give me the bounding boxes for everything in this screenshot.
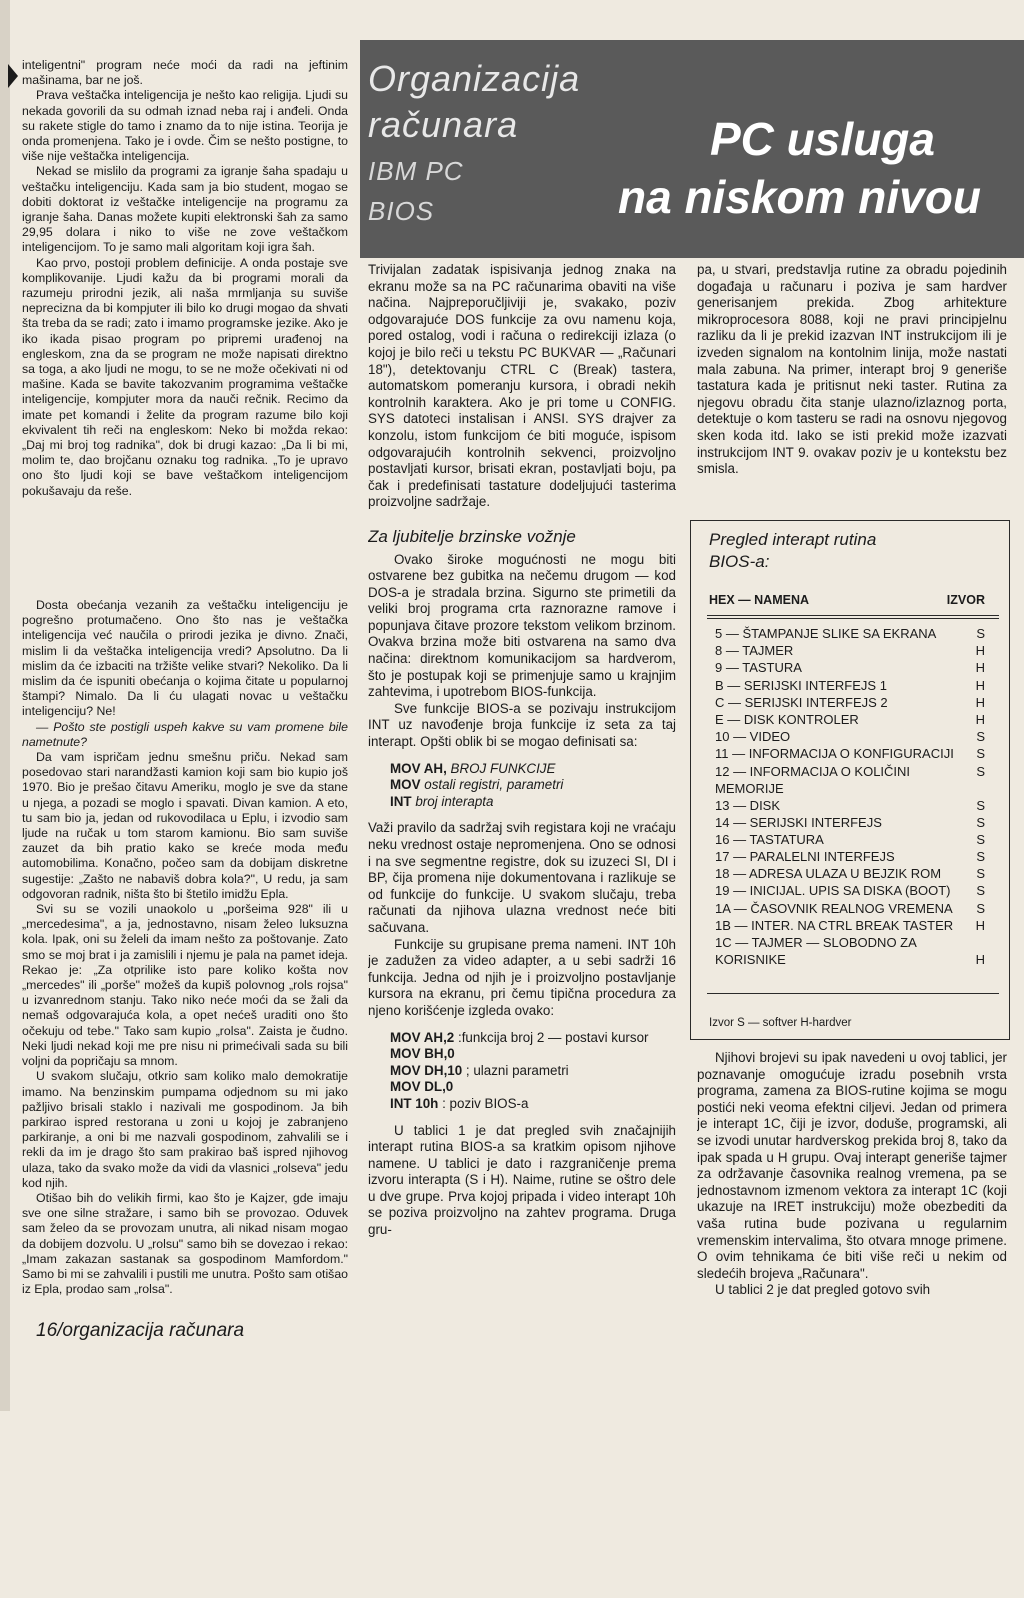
table-footnote: Izvor S — softver H-hardver [709,1017,852,1029]
table-rule [707,993,999,994]
col2-paragraph-5: Funkcije su grupisane prema nameni. INT 10h je zadužen za video adapter, a u sebi sadrži 16 funkcija. Jedna od njih je i proizvoljno postavljanje kursora na ekranu, pri čemu tipična procedura za njeno korišćenje izgleda ovako: [368,936,676,1018]
table-row: 16 — TASTATURA S [715,831,985,847]
header-banner [360,40,1024,258]
col2-paragraph-4: Važi pravilo da sadržaj svih registara koji ne vraćaju neku vrednost ostaje nepromenjena. Ono se odnosi i na sve segmentne registre, dok su izuzeci SI, DI i BP, čija promena nije dokumentovana i razlikuje se od funkcije do funkcije. U svakom slučaju, treba računati da njihova ulazna vrednost neće biti sačuvana. [368,820,676,935]
table-row: 5 — ŠTAMPANJE SLIKE SA EKRANA S [715,626,985,641]
interrupt-table [690,520,1010,1040]
code-line: MOV DH,10 ; ulazni parametri [390,1062,569,1078]
table-title: Pregled interapt rutina BIOS-a: [709,530,877,571]
header-izvor: IZVOR [946,593,985,607]
page-footer: 16/organizacija računara [36,1320,245,1341]
col2-paragraph-2: Ovako široke mogućnosti ne mogu biti ostvarene bez gubitka na nečemu drugom — kod DOS-a je stradala brzina. Sigurno ste primetili da veliki broj programa crta raznorazne ramove i popunjava čitave prozore tekstom velikom brzinom. Ovakva brzina može biti ostvarena na samo dva načina: direktnom komunikacijom sa hardverom, što je postupak koji se primenjuje samo u krajnjim zahtevima, i upotrebom BIOS-funkcija. [368,551,676,700]
code-line: MOV DL,0 [390,1079,454,1095]
col3-paragraph-3: U tablici 2 je dat pregled gotovo svih [715,1282,931,1298]
table-rule [707,615,999,616]
section-name-line-2: računara [368,104,519,145]
code-line: INT 10h : poziv BIOS-a [390,1095,529,1111]
table-row: C — SERIJSKI INTERFEJS 2 H [715,694,985,710]
col1-paragraph-4: Kao prvo, postoji problem definicije. A onda postaje sve komplikovanije. Ljudi kažu da bi programi morali da razumeju prirodni jezik, ali naša mrmljanja su suviše neprecizna da bi kompjuter ili bilo ko drugi mogao da shvati šta treba da se radi; zato i imamo programske jezike. Ako je iko ikada pisao program po pripremi urađenoj na engleskom, zna da se program ne može napisati direktno sa toga, a ako ljudi ne mogu, to se ne može očekivati ni od mašine. Kada se bavite takozvanim programima veštačke inteligencije, kompjuter mora da nauči rečnik. Recimo da imate pet komandi i želite da program razume bilo koji ekvivalent tih reči na engleskom: Neko bi možda rekao: „Daj mi broj tog radnika", dok bi drugi kazao: „Da li bi mi, molim te, dao brojčanu oznaku tog radnika. „To je upravo ono što ljudi koji se bave veštačkom inteligencijom pokušavaju da reše. [22,255,348,498]
col2-paragraph-6: U tablici 1 je dat pregled svih značajnijih interapt rutina BIOS-a sa kratkim opisom njihove namene. U tablici je dato i razgraničenje prema izvoru interapta (S i H). Naime, rutine se oštro dele u dve grupe. Prva kojoj pripada i video interapt 10h se poziva proizvoljno na zahtev programa. Druga gru- [368,1122,676,1238]
table-row: E — DISK KONTROLER H [715,711,985,727]
table-rule [707,618,999,619]
code-block-1 [390,761,676,811]
table-row: 11 — INFORMACIJA O KONFIGURACIJI S [715,746,985,762]
column-3-top [697,262,1007,502]
table-row: B — SERIJSKI INTERFEJS 1 H [715,677,985,693]
column-3-bottom [697,1050,1007,1340]
table-row: 8 — TAJMER H [715,643,985,659]
table-row: 12 — INFORMACIJA O KOLIČINI MEMORIJE S [715,763,985,796]
code-line: INT broj interapta [390,793,494,809]
table-row: 17 — PARALELNI INTERFEJS S [715,849,985,865]
col1-paragraph-9: Otišao bih do velikih firmi, kao što je Kajzer, gde imaju sve one silne stražare, i samo bih se provozao. Oduvek sam želeo da se provozam unutra, ali nikad nisam mogao da dobijem dozvolu. U „rolsu" samo bih se dovezao i rekao: „Imam zakazan sastanak sa gospodinom Mamfordom." Samo bi mi se zahvalili i pustili me unutra. Pošto sam otišao iz Epla, prodao sam „rolsa". [22,1190,348,1297]
col3-paragraph-1: pa, u stvari, predstavlja rutine za obradu pojedinih događaja u računaru i poziva je sam hardver generisanjem prekida. Zbog arhitekture mikroprocesora 8088, koji ne pravi principjelnu razliku da li je prekid izazvan INT instrukcijom ili je izveden signalom na kontolnim linija, može nastati mala zabuna. Na primer, interapt broj 9 generiše tastatura kada je pritisnut neki taster. Rutina za njegovu obradu čita stanje ulazno/izlaznog porta, detektuje o kom tasteru se radi na osnovu njegovog sken koda itd. Iako se isti prekid može izazvati instrukcijom INT 9. ovakav poziv je u kontekstu bez smisla. [697,262,1007,477]
table-row: 9 — TASTURA H [715,660,985,676]
col1-paragraph-3: Nekad se mislilo da programi za igranje šaha spadaju u veštačku inteligenciju. Kada sam ja bio student, mogao se dobiti doktorat iz veštačke inteligencije na programu za igranje šaha. Danas možete kupiti elektronski šah za samo 29,95 dolara i niko to više ne zove veštačkom inteligencijom. To je samo mali algoritam koji igra šah. [22,164,348,255]
col1-paragraph-7: Svi su se vozili unaokolo u „poršeima 928" ili u „mercedesima", a ja, jednostavno, nisam želeo luksuzna kola. Ipak, oni su želeli da imam nešto za poštovanje. Zato smo se moj brat i ja zamislili i njemu je pala na pamet ideja. Rekao je: „Za otprilike isto pare koliko košta nov „mercedes" ili „porše" možeš da kupiš polovnog „rols rojsa" u izvanrednom stanju. Tako niko neće moći da se žali da nemaš odgovarajuća kola, a opet nećeš uraditi ono što očekuju od tebe." Tako sam kupio „rolsa". Zaista je čudno. Neki ljudi nekad koji me pre nisu ni primećivali sada su bili voljni da popričaju sa mnom. [22,902,348,1069]
table-header [709,593,997,607]
table-row: 10 — VIDEO S [715,729,985,745]
code-line: MOV AH,2 :funkcija broj 2 — postavi kursor [390,1029,649,1045]
col2-paragraph-3: Sve funkcije BIOS-a se pozivaju instrukcijom INT uz navođenje broja funkcije iz seta za taj interapt. Opšti oblik bi se mogao definisati sa: [368,700,676,750]
page-edge [0,0,10,1411]
table-rows [715,625,995,968]
column-2 [368,262,676,1312]
col1-paragraph-5: Dosta obećanja vezanih za veštačku inteligenciju je pogrešno protumačeno. Ono što nas je veštačka inteligencija već naučila o prirodi jezika je divno. Znači, mislim li da veštačka inteligencija vredi? Apsolutno. Da li mislim da će izbaciti na tržište velike stvari? Nekoliko. Da li mislim da će ispuniti obećanja o kojima čitate u popularnoj štampi? Nimalo. Da li ću ulagati novac u veštačku inteligenciju? Ne! [22,598,348,719]
col1-paragraph-2: Prava veštačka inteligencija je nešto kao religija. Ljudi su nekada govorili da su odmah iznad neba raj i anđeli. Onda su rakete stigle do tamo i znamo da to nije istina. Teorija je onda promenjena. Tako je i ovde. Čim se nešto postigne, to više nije veštačka inteligencija. [22,88,348,164]
article-title-line-2: na niskom nivou [618,171,981,223]
table-row: 14 — SERIJSKI INTERFEJS S [715,814,985,830]
header-hex-namena: HEX — NAMENA [709,593,810,607]
col1-paragraph-1: inteligentni" program neće moći da radi na jeftinim mašinama, bar ne još. [22,58,348,88]
col3-paragraph-2: Njihovi brojevi su ipak navedeni u ovoj tablici, jer poznavanje omogućuje izradu posebnih vrsta programa, zamena za BIOS-rutine kojima se mogu postići neki veoma efektni ciljevi. Jedan od primera je interapt 1C, čiji je izvor, doduše, programski, ali se izvodi unutar hardverskog prekida broj 8, tako da ipak spada u H grupu. Ovaj interapt generiše tajmer za održavanje časovnika realnog vremena, pa se jednostavnom izmenom vektora za interapt 1C (koji ukazuje na IRET instrukciju) može obezbediti da vaša rutina bude pozivana u regularnim vremenskim intervalima, što otvara mnoge primene. O ovim tehnikama će biti više reči u nekim od sledećih brojeva „Računara". [697,1050,1007,1281]
column-1-bottom [22,598,348,1598]
article-title-line-1: PC usluga [710,113,935,165]
table-row: 13 — DISK S [715,797,985,813]
col1-paragraph-8: U svakom slučaju, otkrio sam koliko malo demokratije imamo. Na benzinskim pumpama odjednom su mi jako pažljivo brisali staklo i nazivali me gospodinom. Ja bih parkirao ispred restorana u zoni u kojoj je zabranjeno parkiranje, a oni bi me nazvali gospodinom, zahvalili se i rekli da im je drago što sam prakirao baš ispred njihovog ulaza, tako da svako može da vidi da vlasnici „rolseva" jedu kod njih. [22,1069,348,1190]
table-row: 1C — TAJMER — SLOBODNO ZA KORISNIKE H [715,935,985,968]
code-block-2 [390,1030,676,1113]
table-row: 18 — ADRESA ULAZA U BEJZIK ROM S [715,866,985,882]
code-line: MOV ostali registri, parametri [390,777,564,793]
table-row: 1B — INTER. NA CTRL BREAK TASTER H [715,917,985,933]
code-line: MOV AH, BROJ FUNKCIJE [390,760,556,776]
section-sub-line-1: IBM PC [368,156,464,186]
col2-paragraph-1: Trivijalan zadatak ispisivanja jednog znaka na ekranu može sa na PC računarima obaviti na više načina. Najpreporučljiviji je, svakako, poziv odgovarajuće DOS funkcije za ovu namenu koja, pored ostalog, vodi i računa o redirekciji izlaza (o kojoj je bilo reči u tekstu PC BUKVAR — „Računari 18"), detektovanju CTRL C (Break) tastera, automatskom pomeranju kursora, i obradi nekih kontrolnih karaktera. Ako je pri tome u CONFIG. SYS datoteci instalisan i ANSI. SYS drajver za konzolu, istom funkcijom će biti moguće, ispisom odgovarajućih kontrolnih sekvenci, proizvoljno postavljati kursor, brisati ekran, postavljati boju, pa čak i predefinisati tastature dodeljujući tasterima proizvoljne sadržaje. [368,262,676,510]
code-line: MOV BH,0 [390,1046,455,1062]
table-row: 19 — INICIJAL. UPIS SA DISKA (BOOT) S [715,883,985,899]
section-name-line-1: Organizacija [368,58,581,99]
col1-paragraph-6: Da vam ispričam jednu smešnu priču. Nekad sam posedovao stari narandžasti kamion koji sam bio kupio još 1970. Bio je prešao čitavu Ameriku, moglo je sve da stane u njega, a pozadi se moglo i spavati. Divan kamion. A eto, tu sam bio ja, jedan od rukovodilaca u Eplu, i izvodio sam ljude na ručak u tom starom kamionu. Bio sam suviše zauzet da bih pratio kako se kreće moda među automobilima. Konačno, počeo sam da dobijam diskretne sugestije: „Zašto ne nabaviš dobra kola?", U redu, ja sam odgovoran radnik, ništa što bi štetilo imidžu Epla. [22,750,348,901]
table-row: 1A — ČASOVNIK REALNOG VREMENA S [715,900,985,916]
subheading: Za ljubitelje brzinske vožnje [368,526,576,546]
interview-question: — Pošto ste postigli uspeh kakve su vam promene bile nametnute? [22,719,348,749]
column-1-top [22,58,348,598]
arrow-marker-icon [8,64,18,88]
section-sub-line-2: BIOS [368,196,435,226]
